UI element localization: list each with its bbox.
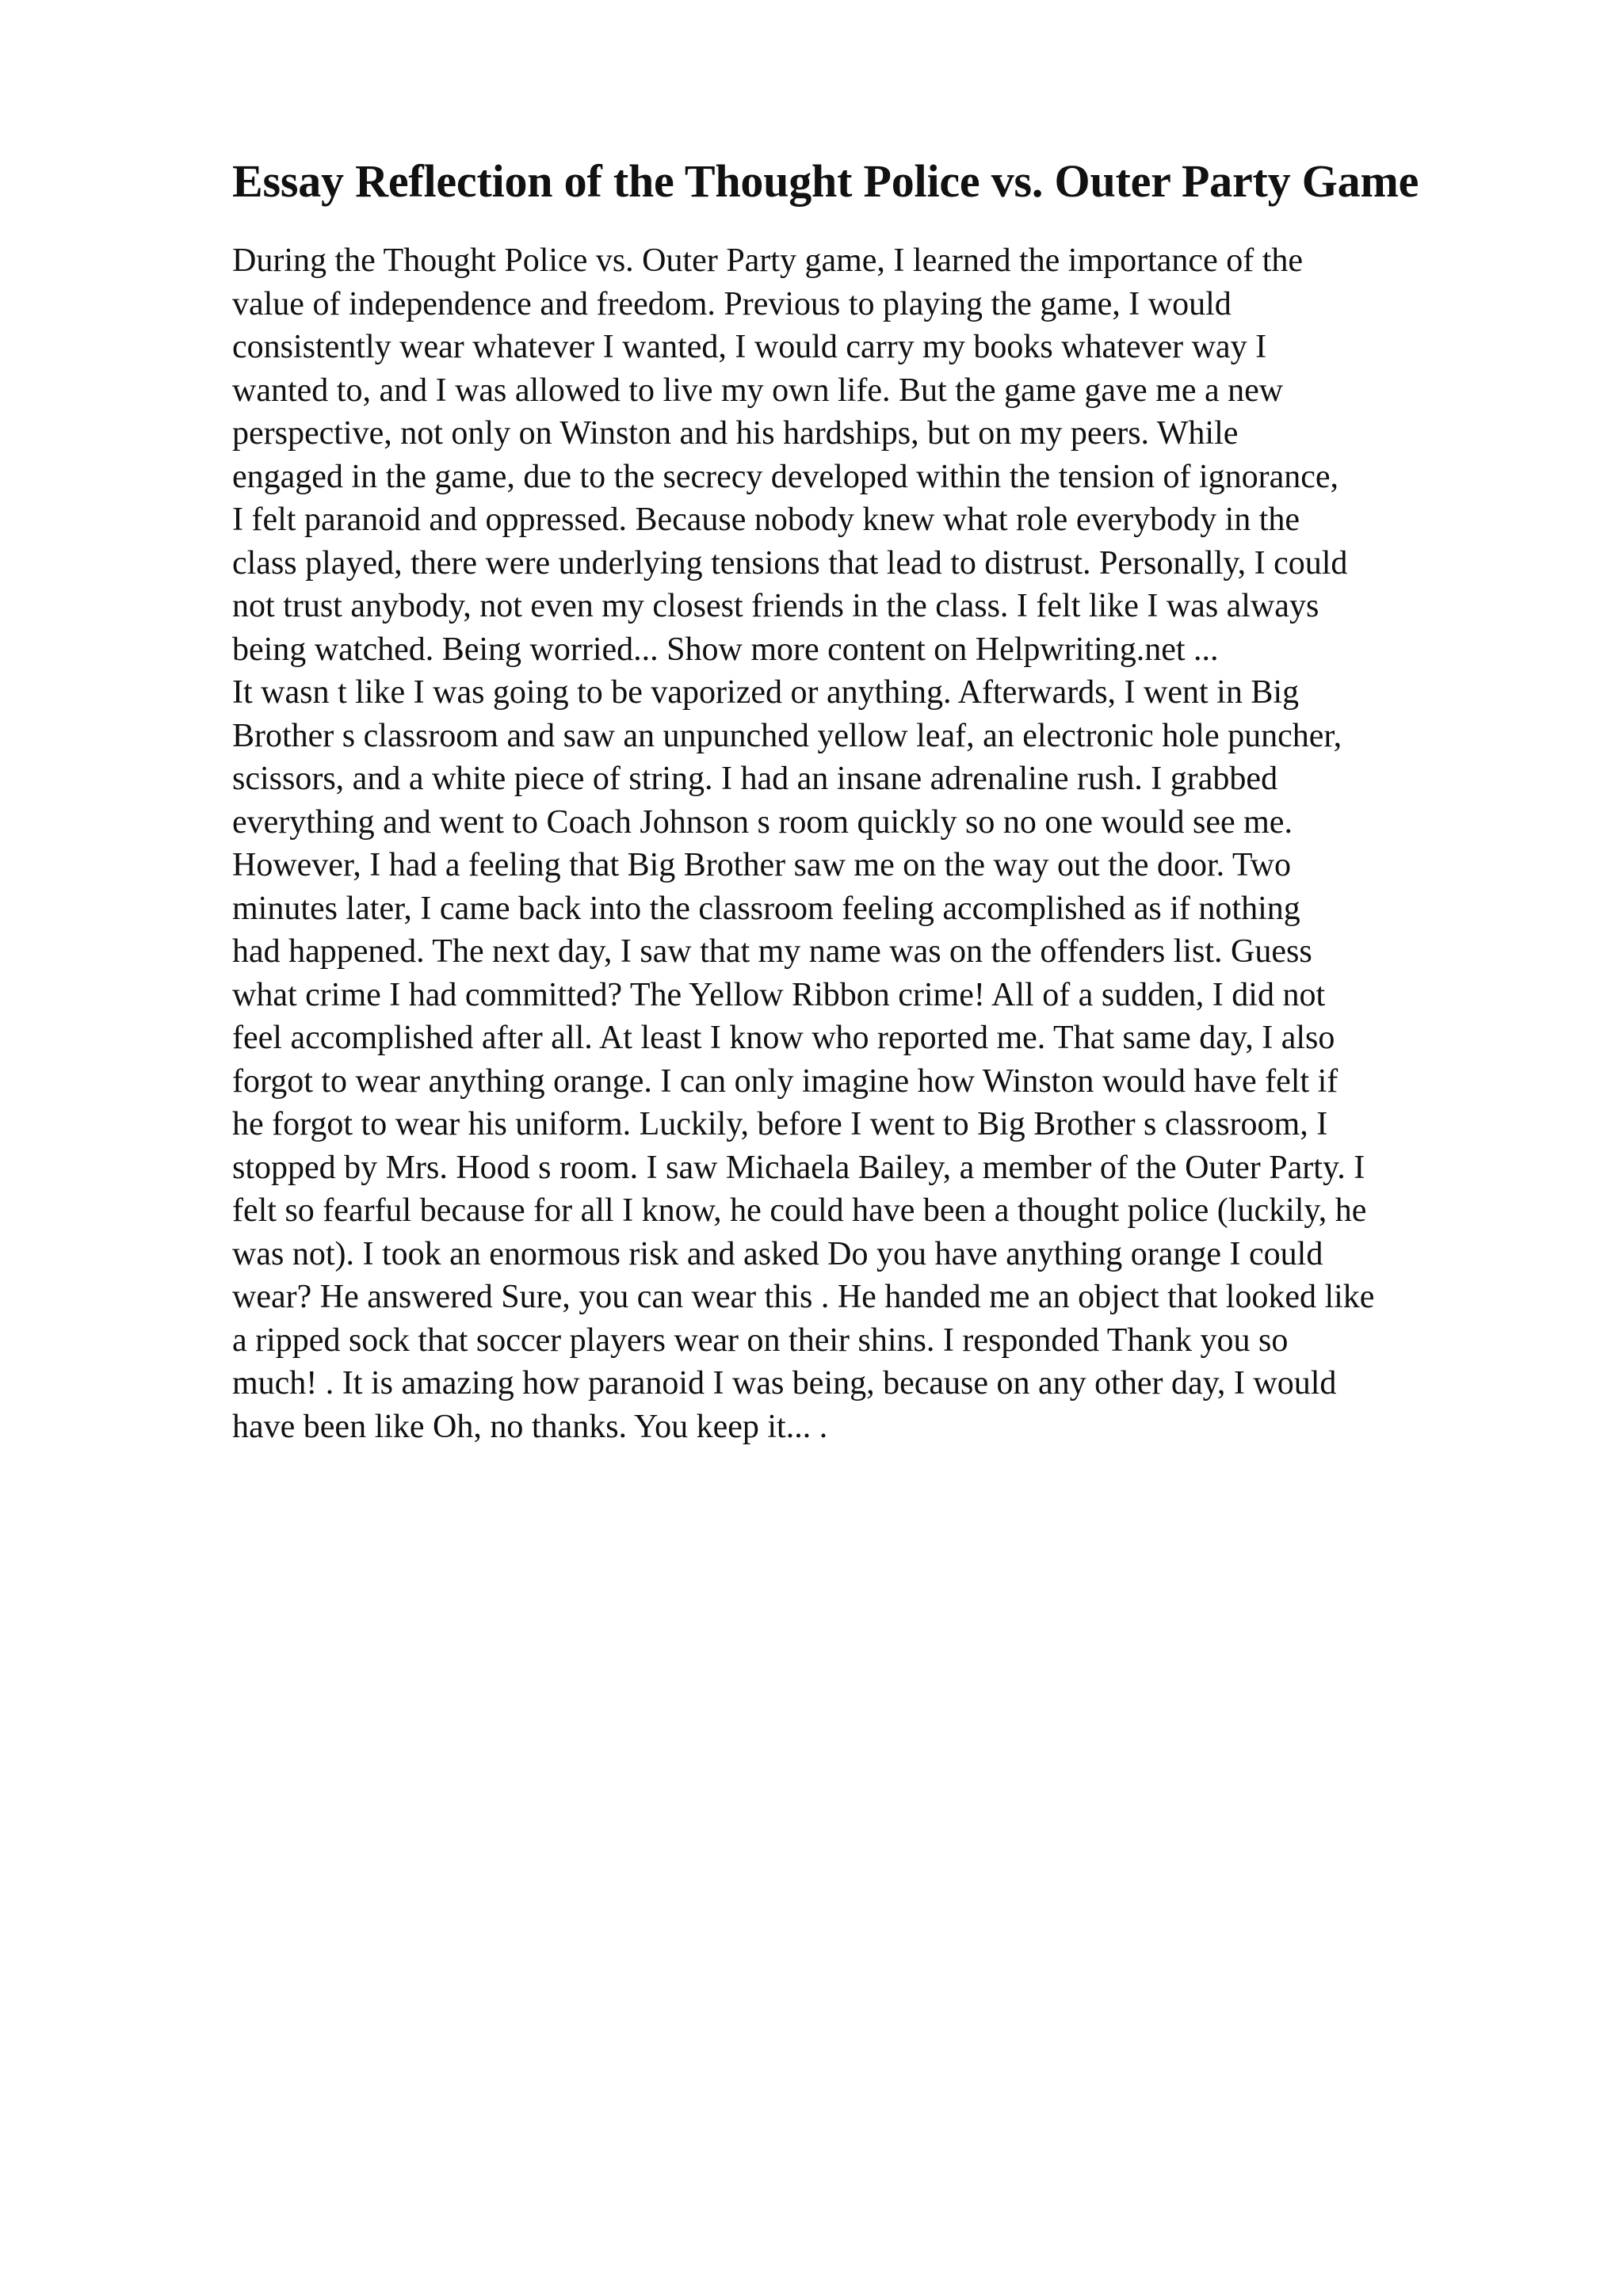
essay-line: felt so fearful because for all I know, he could have been a thought police (luckily, he	[232, 1192, 1367, 1229]
essay-line: minutes later, I came back into the classroom feeling accomplished as if nothing	[232, 890, 1300, 927]
essay-line: engaged in the game, due to the secrecy developed within the tension of ignorance,	[232, 458, 1339, 495]
essay-line: being watched. Being worried... Show more content on Helpwriting.net ...	[232, 631, 1219, 668]
document-content	[232, 154, 1532, 1448]
essay-line: value of independence and freedom. Previous to playing the game, I would	[232, 285, 1232, 322]
essay-line: forgot to wear anything orange. I can only imagine how Winston would have felt if	[232, 1062, 1338, 1100]
essay-line: consistently wear whatever I wanted, I would carry my books whatever way I	[232, 329, 1267, 365]
essay-body	[232, 239, 1532, 1448]
essay-line: had happened. The next day, I saw that my name was on the offenders list. Guess	[232, 933, 1312, 970]
document-title: Essay Reflection of the Thought Police vs. Outer Party Game	[232, 155, 1419, 207]
essay-line: class played, there were underlying tensions that lead to distrust. Personally, I could	[232, 544, 1348, 582]
essay-line: what crime I had committed? The Yellow Ribbon crime! All of a sudden, I did not	[232, 976, 1326, 1013]
essay-line: Brother s classroom and saw an unpunched yellow leaf, an electronic hole puncher,	[232, 717, 1342, 754]
essay-line: everything and went to Coach Johnson s room quickly so no one would see me.	[232, 803, 1293, 841]
essay-line: It wasn t like I was going to be vaporized or anything. Afterwards, I went in Big	[232, 674, 1300, 711]
essay-line: he forgot to wear his uniform. Luckily, before I went to Big Brother s classroom, I	[232, 1106, 1328, 1142]
essay-line: perspective, not only on Winston and his hardships, but on my peers. While	[232, 415, 1239, 452]
essay-line: much! . It is amazing how paranoid I was being, because on any other day, I would	[232, 1365, 1337, 1402]
essay-line: feel accomplished after all. At least I know who reported me. That same day, I also	[232, 1020, 1335, 1056]
essay-line: scissors, and a white piece of string. I had an insane adrenaline rush. I grabbed	[232, 761, 1278, 797]
essay-line: have been like Oh, no thanks. You keep it... .	[232, 1408, 828, 1445]
essay-line: was not). I took an enormous risk and asked Do you have anything orange I could	[232, 1235, 1323, 1272]
essay-line: stopped by Mrs. Hood s room. I saw Michaela Bailey, a member of the Outer Party. I	[232, 1149, 1365, 1186]
essay-line: not trust anybody, not even my closest friends in the class. I felt like I was always	[232, 588, 1319, 624]
essay-line: However, I had a feeling that Big Brother saw me on the way out the door. Two	[232, 847, 1291, 883]
essay-line: wear? He answered Sure, you can wear this . He handed me an object that looked like	[232, 1279, 1375, 1315]
essay-line: wanted to, and I was allowed to live my own life. But the game gave me a new	[232, 372, 1284, 409]
essay-line: During the Thought Police vs. Outer Party game, I learned the importance of the	[232, 242, 1304, 279]
essay-line: I felt paranoid and oppressed. Because nobody knew what role everybody in the	[232, 502, 1300, 538]
essay-line: a ripped sock that soccer players wear on their shins. I responded Thank you so	[232, 1322, 1289, 1359]
